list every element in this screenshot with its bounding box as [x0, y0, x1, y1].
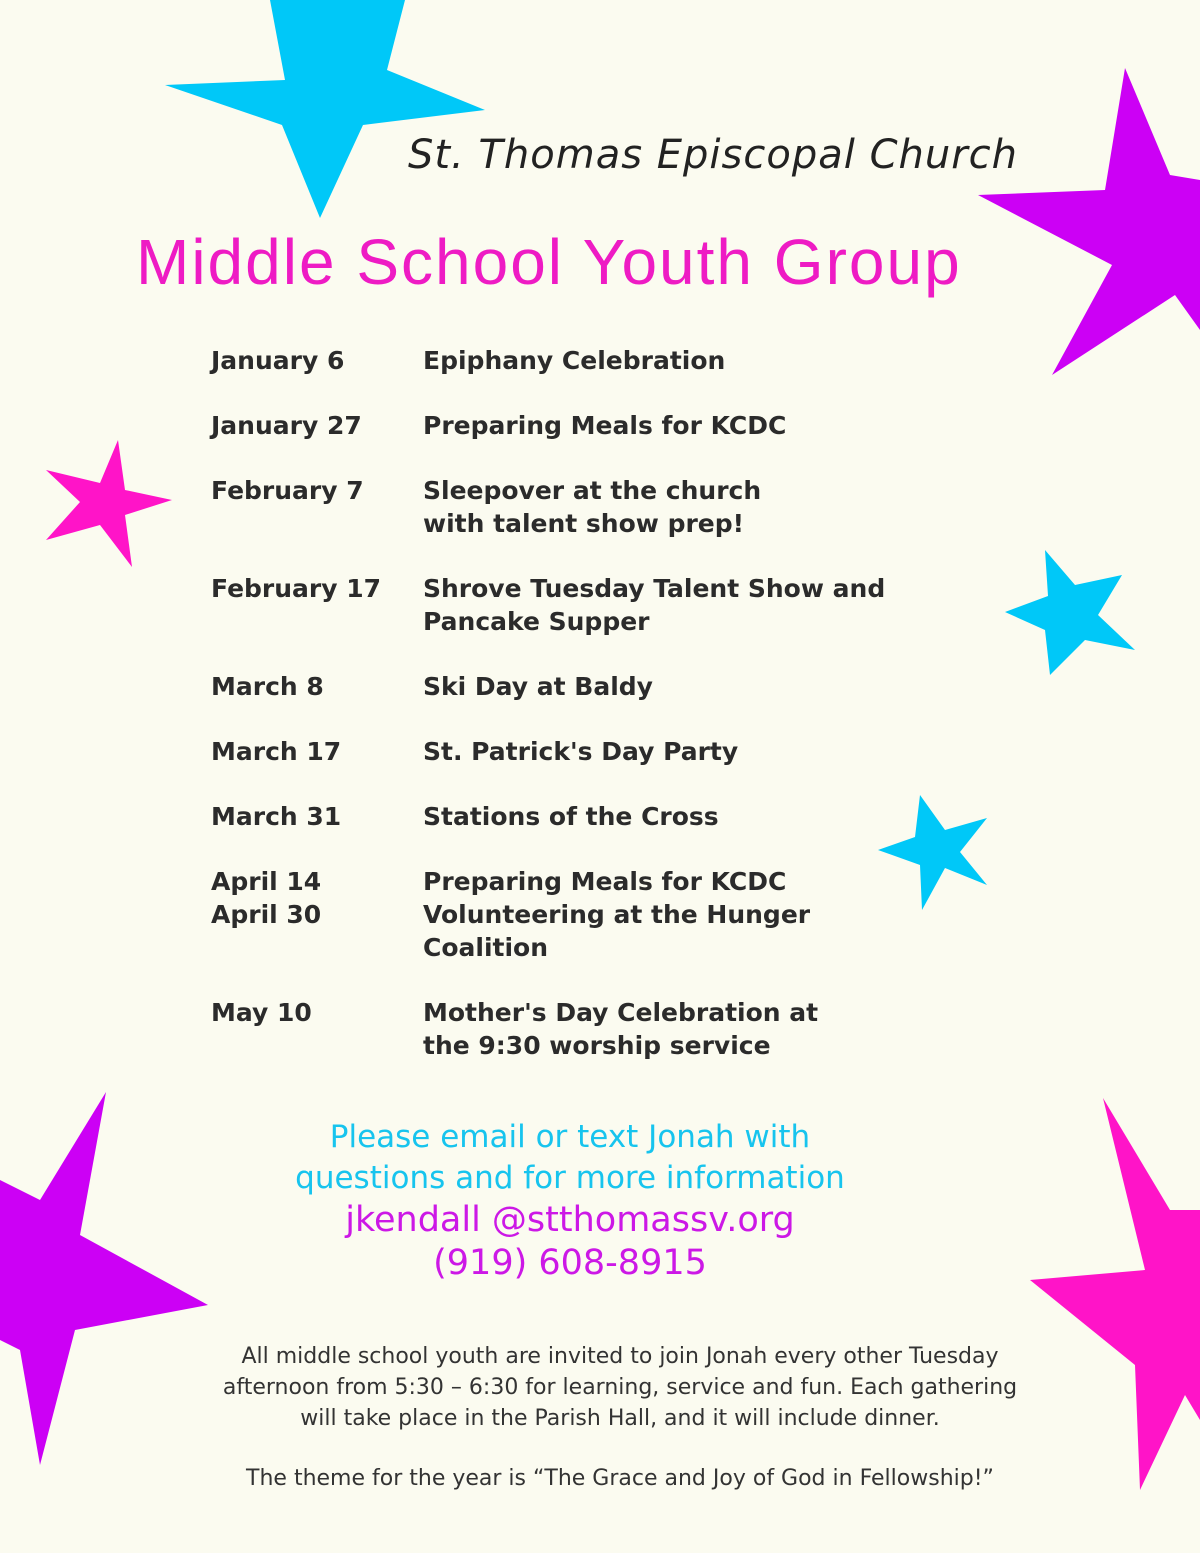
event-row: [211, 572, 931, 638]
event-date: February 17: [211, 574, 382, 603]
footer-description: [0, 1341, 1200, 1494]
cyan-star-large-icon: [165, 0, 485, 218]
event-row: [211, 735, 931, 768]
event-description: Sleepover at the church: [423, 476, 762, 505]
event-date: March 8: [211, 672, 324, 701]
event-description: with talent show prep!: [423, 509, 745, 538]
cyan-star-right-icon: [1005, 550, 1135, 675]
event-description: Preparing Meals for KCDC: [423, 867, 787, 896]
event-date: April 14: [211, 867, 322, 896]
footer-line: All middle school youth are invited to join Jonah every other Tuesday: [241, 1344, 999, 1369]
event-date: April 30: [211, 900, 322, 929]
event-row: [211, 670, 931, 703]
contact-email: jkendall @stthomassv.org: [345, 1200, 795, 1240]
event-description: Epiphany Celebration: [423, 346, 726, 375]
event-description: Shrove Tuesday Talent Show and: [423, 574, 886, 603]
footer-theme: The theme for the year is “The Grace and Joy of God in Fellowship!”: [246, 1466, 994, 1491]
event-description: Pancake Supper: [423, 607, 650, 636]
event-description: St. Patrick's Day Party: [423, 737, 739, 766]
event-date: March 17: [211, 737, 342, 766]
footer-line: will take place in the Parish Hall, and it will include dinner.: [300, 1406, 940, 1431]
event-description: the 9:30 worship service: [423, 1031, 771, 1060]
event-date: January 6: [211, 346, 345, 375]
event-description: Coalition: [423, 933, 549, 962]
event-description: Preparing Meals for KCDC: [423, 411, 787, 440]
event-date: February 7: [211, 476, 364, 505]
event-row: [211, 409, 931, 442]
event-row: [211, 474, 931, 540]
event-description: Volunteering at the Hunger: [423, 900, 811, 929]
contact-prompt-line1: Please email or text Jonah with: [329, 1119, 811, 1155]
event-date: March 31: [211, 802, 342, 831]
magenta-star-small-icon: [46, 440, 172, 567]
event-description: Stations of the Cross: [423, 802, 719, 831]
contact-block: [0, 1117, 1140, 1285]
event-row: [211, 996, 931, 1062]
page-title: Middle School Youth Group: [136, 226, 962, 298]
event-description: Mother's Day Celebration at: [423, 998, 819, 1027]
church-name: St. Thomas Episcopal Church: [407, 132, 1018, 178]
contact-phone: (919) 608-8915: [433, 1243, 707, 1283]
event-schedule: [211, 344, 931, 1094]
event-description: Ski Day at Baldy: [423, 672, 653, 701]
event-row: [211, 344, 931, 377]
event-date: May 10: [211, 998, 312, 1027]
purple-star-top-right-icon: [978, 68, 1200, 375]
footer-line: afternoon from 5:30 – 6:30 for learning, service and fun. Each gathering: [222, 1375, 1018, 1400]
contact-prompt-line2: questions and for more information: [295, 1160, 845, 1196]
event-date: January 27: [211, 411, 362, 440]
event-row: [211, 865, 931, 964]
event-row: [211, 800, 931, 833]
